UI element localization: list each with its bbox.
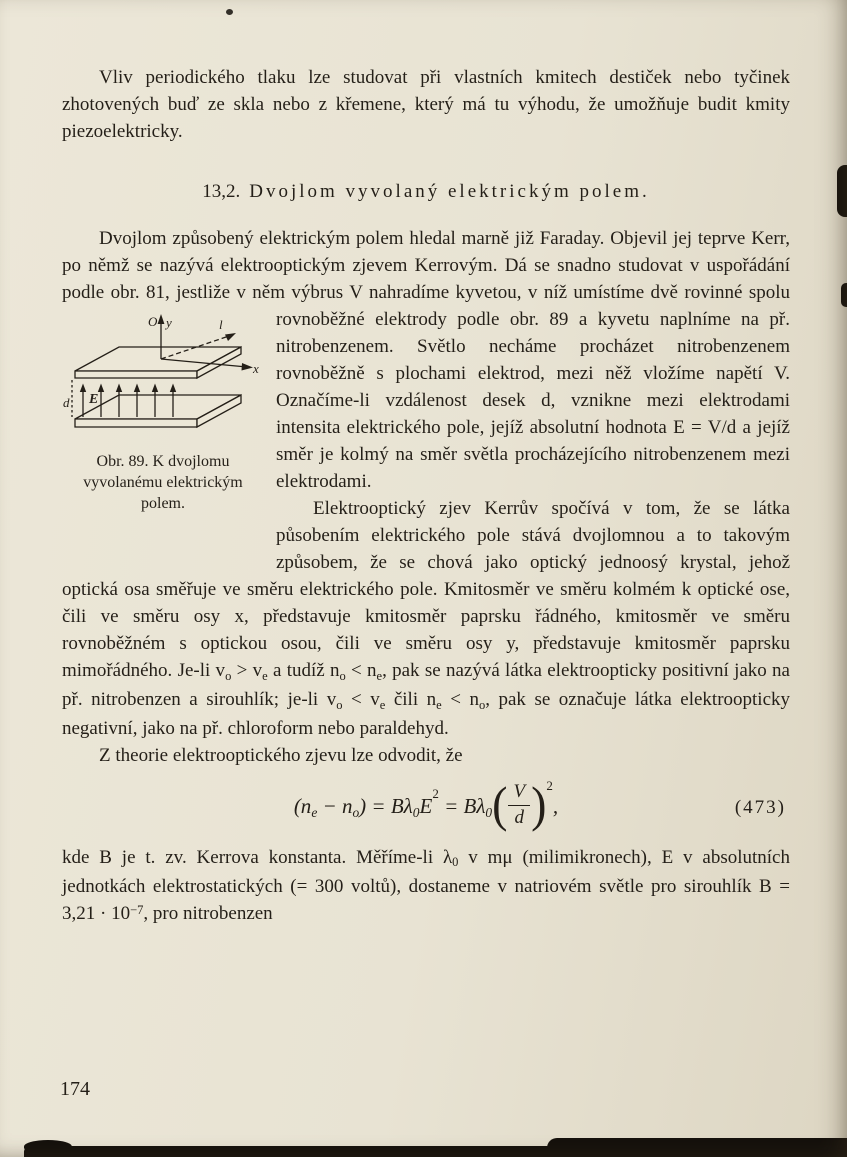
scan-artifact-right-1 [837,165,847,217]
section-heading [62,181,790,203]
figure-89 [62,311,264,557]
paragraph-kerr-effect [62,225,790,512]
eq-sub: 0 [485,805,493,821]
kerr-cell-diagram [63,311,263,441]
p3-text: , pak se nazývá látka elektroopticky positivní jako na př. nitrobenzen a sirouhlík; je-li v [62,660,790,710]
eq-fraction [508,782,530,829]
scan-artifact-dot [226,9,233,15]
paragraph-kerr-constant [62,844,790,929]
eq-text: E [419,794,433,819]
p3-sub: e [262,668,268,683]
p3-sub: o [225,668,232,683]
p5-text: v mμ (milimikronech), E v absolutních jednotkách elektrostatických (= 300 voltů), dostaneme v natriovém světle pro sirouhlík B = 3,21 · 10 [62,846,790,924]
paragraph-piezo: Vliv periodického tlaku lze studovat při vlastních kmitech destiček nebo tyčinek zhotovených buď ze skla nebo z křemene, který má tu výhodu, že umožňuje budit kmity piezoelektricky. [62,67,790,142]
eq-exponent-outer: 2 [546,778,553,794]
eq-sub: o [352,805,360,821]
eq-text: − n [317,794,353,819]
p3-text: čili n [385,689,437,710]
paragraph-kerr-part-a: Dvojlom způsobený elektrickým polem hledal marně již Faraday. Objevil jej teprve Kerr, po němž se nazývá elektrooptickým zjevem Kerrovým. Dá se snadno studovat v uspořádání podle obr. 81, jestliže v něm výbrus V nahradíme kyvetou, v níž umístíme dvě rovinné spolu [62,228,790,303]
eq-sub: e [311,805,318,821]
p5-exponent: −7 [130,902,144,917]
p3-text: < n [345,660,377,681]
p5-text: kde B je t. zv. Kerrova konstanta. Měříme-li λ [62,846,453,868]
eq-exponent: 2 [432,786,439,802]
p3-text: a tudíž n [267,660,340,681]
p3-sub: o [336,697,343,712]
p3-sub: o [339,668,346,683]
beam-label: l [219,317,223,332]
section-title: Dvojlom vyvolaný elektrickým polem. [249,181,650,202]
origin-label: O [148,314,158,329]
eq-sub: 0 [412,805,420,821]
text-column [62,64,790,929]
paragraph-theory-intro: Z theorie elektrooptického zjevu lze odvodit, že [99,745,463,766]
x-axis-label: x [253,361,259,376]
p5-text: , pro nitrobenzen [143,902,273,924]
p3-sub: e [376,668,383,683]
page-number: 174 [60,1078,90,1100]
field-label: E [89,392,99,407]
eq-text: , [552,794,559,819]
scan-artifact-bottom-corner [547,1138,847,1157]
eq-text: ) = Bλ [359,794,413,819]
paragraph-kerr-part-b: rovnoběžné elektrody podle obr. 89 a kyvetu naplníme na př. nitrobenzenem. Světlo necháme procházet nitrobenzenem rovnoběžně s plochami elektrod, mezi něž vložíme napětí V. Označíme-li vzdálenost desek d, vznikne mezi elektrodami intensita elektrického pole, jejíž absolutní hodnota E = V/d a jejíž směr je kolmý na směr světla procházejícího nitrobenzenem mezi elektrodami. [276,309,790,492]
eq-fraction-denominator: d [514,806,525,828]
p3-sub: e [436,697,442,712]
p5-sub: 0 [452,855,459,870]
p3-text: , pak se označuje látka elektroopticky negativní, jako na př. chloroform nebo paraldehyd. [62,689,791,739]
eq-text: (n [293,794,312,819]
equation-number: (473) [734,797,786,819]
equation-473: $(n_e - n_o) = B\lambda_0E^2 = B\lambda_0$( $\frac{V}{d}$ )$^2$, [293,777,559,833]
p3-text: > v [231,660,263,681]
p3-text: < v [342,689,380,710]
p3-sub: o [478,697,486,712]
section-number: 13,2. [202,181,241,202]
y-axis-label: y [166,315,172,330]
p3-sub: e [379,697,386,712]
p3-text: Elektrooptický zjev Kerrův spočívá v tom, že se látka působením elektrického pole stává dvojlomnou a to takovým způsobem, že se chová jako optický jednoosý krystal, jehož optická osa směřuje ve směru elektrického pole. Kmitosměr ve směru kolmém k optické ose, čili ve směru osy x, představuje kmitosměr paprsku řádného, kmitosměr ve směru rovnoběžném s optickou osou, čili ve směru osy y, představuje kmitosměr paprsku mimořádného. Je-li v [62,498,790,681]
distance-label: d [63,395,70,410]
p3-text: < n [441,689,479,710]
eq-fraction-numerator: V [508,782,530,806]
eq-text: = Bλ [438,794,486,819]
scan-artifact-right-2 [841,283,847,307]
equation-block [62,777,790,833]
figure-caption: Obr. 89. K dvojlomu vyvolanému elektrickým polem. [83,453,243,512]
scan-artifact-bottom-blob [24,1140,72,1153]
